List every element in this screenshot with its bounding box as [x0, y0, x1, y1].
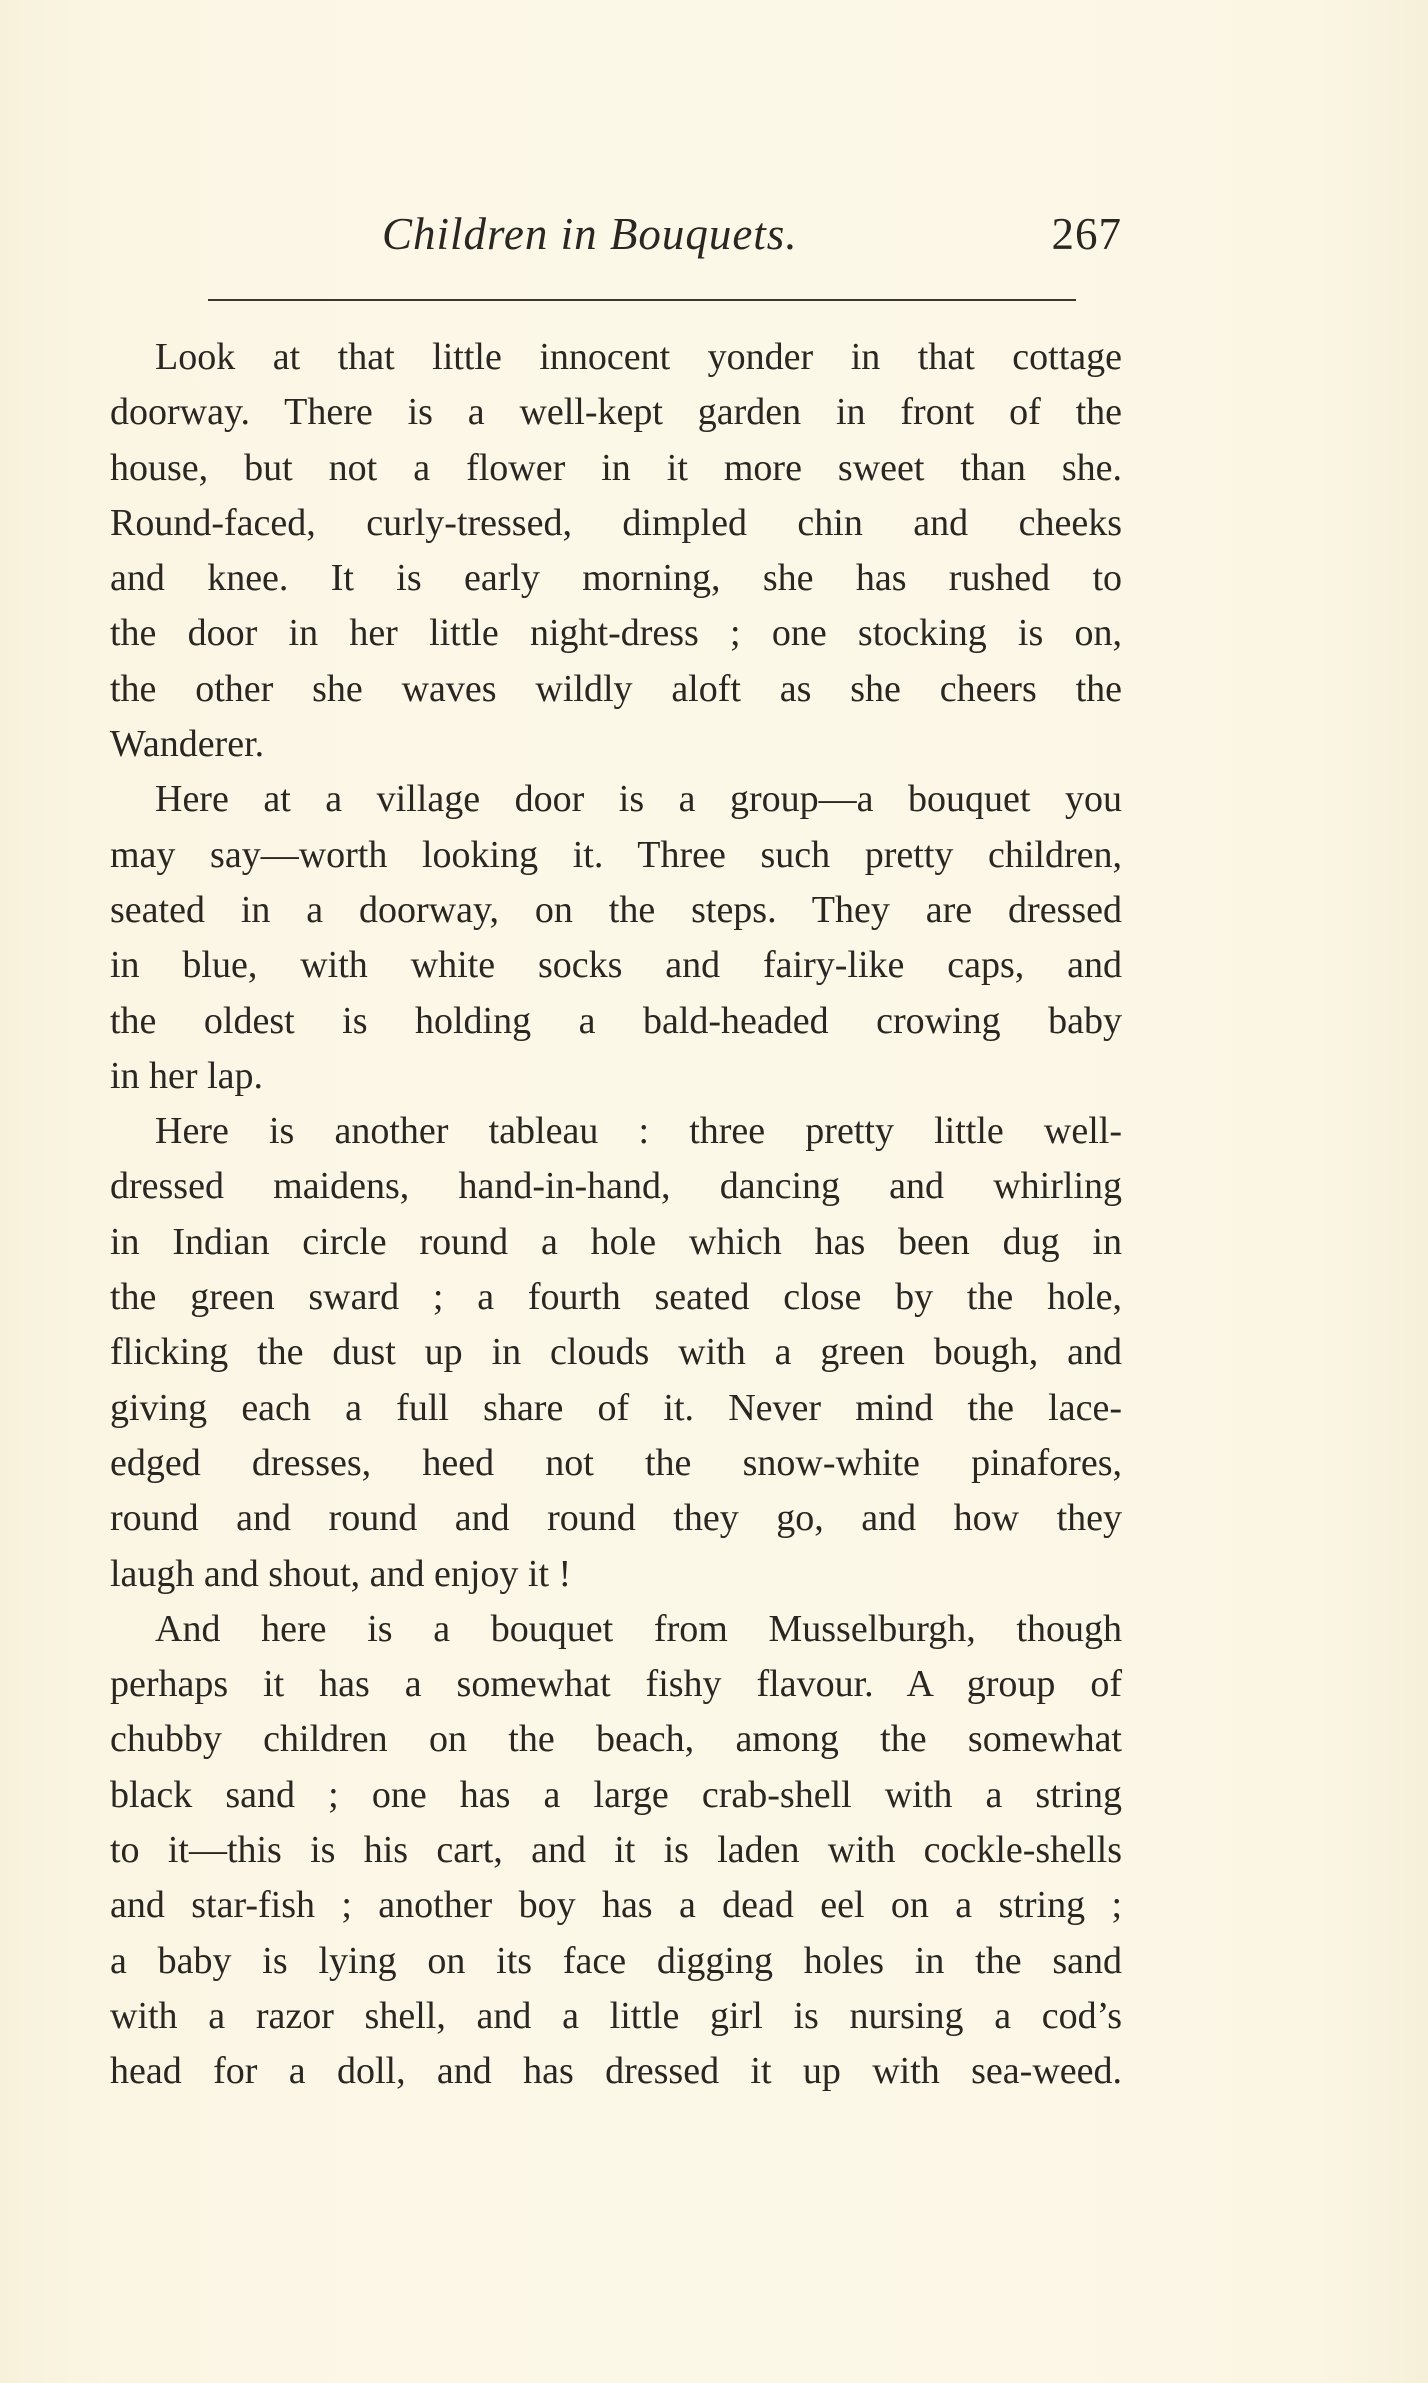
text-line: laugh and shout, and enjoy it ! [110, 1552, 572, 1595]
text-line: chubby children on the beach, among the somewhat [110, 1718, 1122, 1761]
text-line: Round-faced, curly-tressed, dimpled chin and cheeks [110, 501, 1122, 544]
text-line: doorway. There is a well-kept garden in front of the [110, 391, 1122, 434]
text-line: dressed maidens, hand-in-hand, dancing and whirling [110, 1165, 1122, 1208]
running-header [110, 208, 1122, 278]
text-line: and knee. It is early morning, she has rushed to [110, 557, 1122, 600]
text-line: with a razor shell, and a little girl is nursing a cod’s [110, 1994, 1122, 2037]
text-line: seated in a doorway, on the steps. They are dressed [110, 888, 1122, 931]
text-line: in Indian circle round a hole which has been dug in [110, 1220, 1122, 1263]
text-line: in her lap. [110, 1054, 264, 1097]
text-line: Wanderer. [110, 723, 265, 766]
text-line: round and round and round they go, and how they [110, 1497, 1122, 1540]
text-line: the oldest is holding a bald-headed crowing baby [110, 999, 1122, 1042]
header-rule [208, 299, 1076, 301]
text-line: the door in her little night-dress ; one stocking is on, [110, 612, 1122, 655]
text-line: may say—worth looking it. Three such pretty children, [110, 833, 1122, 876]
text-line: house, but not a flower in it more sweet than she. [110, 446, 1122, 489]
text-line: the green sward ; a fourth seated close by the hole, [110, 1276, 1122, 1319]
running-title: Children in Bouquets. [382, 209, 798, 259]
text-line: flicking the dust up in clouds with a green bough, and [110, 1331, 1122, 1374]
text-line: Here at a village door is a group—a bouquet you [155, 778, 1122, 821]
text-line: the other she waves wildly aloft as she cheers the [110, 667, 1122, 710]
text-line: Here is another tableau : three pretty little well- [155, 1110, 1122, 1153]
text-line: to it—this is his cart, and it is laden with cockle-shells [110, 1829, 1122, 1872]
text-line: black sand ; one has a large crab-shell with a string [110, 1773, 1122, 1816]
body-text [110, 330, 1122, 2100]
text-line: and star-fish ; another boy has a dead eel on a string ; [110, 1884, 1122, 1927]
text-line: Look at that little innocent yonder in that cottage [155, 336, 1122, 378]
page-number: 267 [1051, 209, 1122, 259]
text-line: giving each a full share of it. Never mind the lace- [110, 1386, 1122, 1429]
text-line: edged dresses, heed not the snow-white pinafores, [110, 1441, 1122, 1484]
text-line: a baby is lying on its face digging holes in the sand [110, 1939, 1122, 1982]
text-line: And here is a bouquet from Musselburgh, though [155, 1607, 1122, 1650]
text-line: perhaps it has a somewhat fishy flavour. A group of [110, 1663, 1122, 1706]
text-line: head for a doll, and has dressed it up with sea-weed. [110, 2050, 1122, 2093]
text-line: in blue, with white socks and fairy-like caps, and [110, 944, 1122, 987]
